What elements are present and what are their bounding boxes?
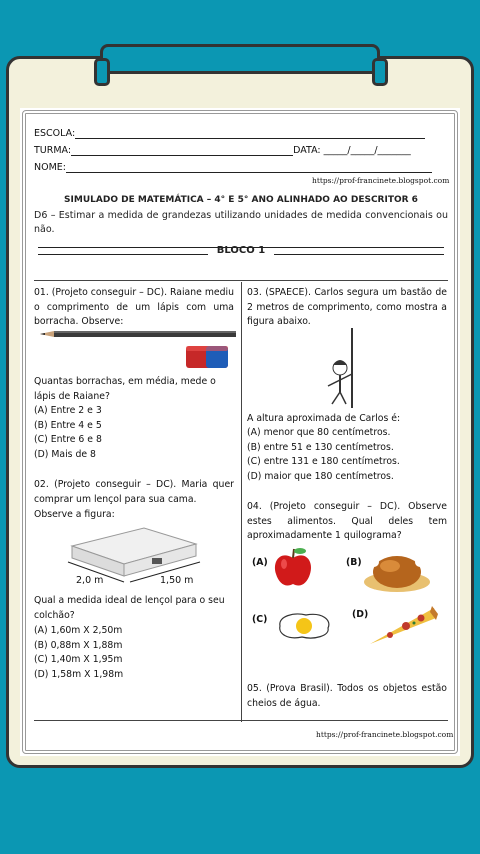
turma-field (34, 145, 411, 156)
descriptor-text: D6 – Estimar a medida de grandezas utilizando unidades de medida convencionais ou não. (34, 210, 448, 235)
roast-chicken-icon (362, 548, 432, 594)
q2-option-b[interactable]: (B) 0,88m X 1,88m (34, 639, 123, 651)
q4-label-a[interactable]: (A) (252, 557, 268, 568)
data-label: DATA: _____/_____/_______ (293, 145, 411, 156)
q4-text: 04. (Projeto conseguir – DC). Observe estes alimentos. Qual deles tem aproximadamente 1 quilograma? (247, 501, 447, 541)
blog-url-top: https://prof-francinete.blogspot.com (312, 176, 450, 185)
q3-option-b[interactable]: (B) entre 51 e 130 centímetros. (247, 441, 394, 453)
clipboard-clip (100, 44, 380, 74)
pizza-slice-icon (366, 604, 438, 648)
q3-option-c[interactable]: (C) entre 131 e 180 centímetros. (247, 456, 400, 467)
q4-label-d[interactable]: (D) (352, 609, 369, 620)
q2-question: Qual a medida ideal de lençol para o seu colchão? (34, 595, 225, 621)
q3-option-a[interactable]: (A) menor que 80 centímetros. (247, 427, 391, 438)
q1-option-d[interactable]: (D) Mais de 8 (34, 448, 96, 460)
q2-option-a[interactable]: (A) 1,60m X 2,50m (34, 625, 123, 636)
q2-text: 02. (Projeto conseguir – DC). Maria quer comprar um lençol para sua cama. (34, 479, 234, 505)
q3-option-d[interactable]: (D) maior que 180 centímetros. (247, 470, 394, 482)
blog-url-bottom: https://prof-francinete.blogspot.com (316, 730, 454, 739)
q2-options (34, 624, 234, 682)
q1-text: 01. (Projeto conseguir – DC). Raiane mediu o comprimento de um lápis com uma borracha. Observe: (34, 287, 234, 327)
footer-divider (34, 720, 448, 721)
section-divider (34, 280, 448, 281)
pencil-icon (40, 331, 236, 337)
turma-label: TURMA: (34, 145, 72, 156)
mattress-width-label: 2,0 m (76, 575, 104, 586)
q2-option-c[interactable]: (C) 1,40m X 1,95m (34, 654, 123, 665)
q1-option-b[interactable]: (B) Entre 4 e 5 (34, 419, 102, 431)
bloco-heading: BLOCO 1 (34, 245, 448, 256)
boy-with-stick-image (320, 328, 370, 410)
page-title: SIMULADO DE MATEMÁTICA – 4° E 5° ANO ALINHADO AO DESCRITOR 6 (64, 195, 418, 205)
apple-icon (270, 546, 316, 590)
q4-label-c[interactable]: (C) (252, 614, 268, 625)
q5-text: 05. (Prova Brasil). Todos os objetos estão cheios de água. (247, 683, 447, 709)
clip-ring-left (94, 58, 110, 86)
q3-question: A altura aproximada de Carlos é: (247, 413, 401, 424)
q4-label-b[interactable]: (B) (346, 557, 362, 568)
eraser-icon (186, 346, 228, 368)
escola-label: ESCOLA: (34, 128, 76, 139)
q1-options (34, 404, 234, 462)
nome-label: NOME: (34, 162, 66, 173)
q1-question: Quantas borrachas, em média, mede o lápis de Raiane? (34, 376, 216, 402)
nome-field (34, 162, 432, 173)
q3-options (247, 426, 447, 484)
mattress-length-label: 1,50 m (160, 575, 194, 586)
q1-option-a[interactable]: (A) Entre 2 e 3 (34, 405, 102, 416)
escola-field (34, 128, 425, 139)
q2-observe: Observe a figura: (34, 509, 115, 520)
q1-option-c[interactable]: (C) Entre 6 e 8 (34, 434, 102, 445)
fried-egg-icon (274, 610, 334, 640)
column-divider (241, 282, 242, 722)
pencil-eraser-image (40, 328, 240, 374)
q3-text: 03. (SPAECE). Carlos segura um bastão de 2 metros de comprimento, como mostra a figura abaixo. (247, 287, 447, 327)
q2-option-d[interactable]: (D) 1,58m X 1,98m (34, 668, 124, 680)
clip-ring-right (372, 58, 388, 86)
